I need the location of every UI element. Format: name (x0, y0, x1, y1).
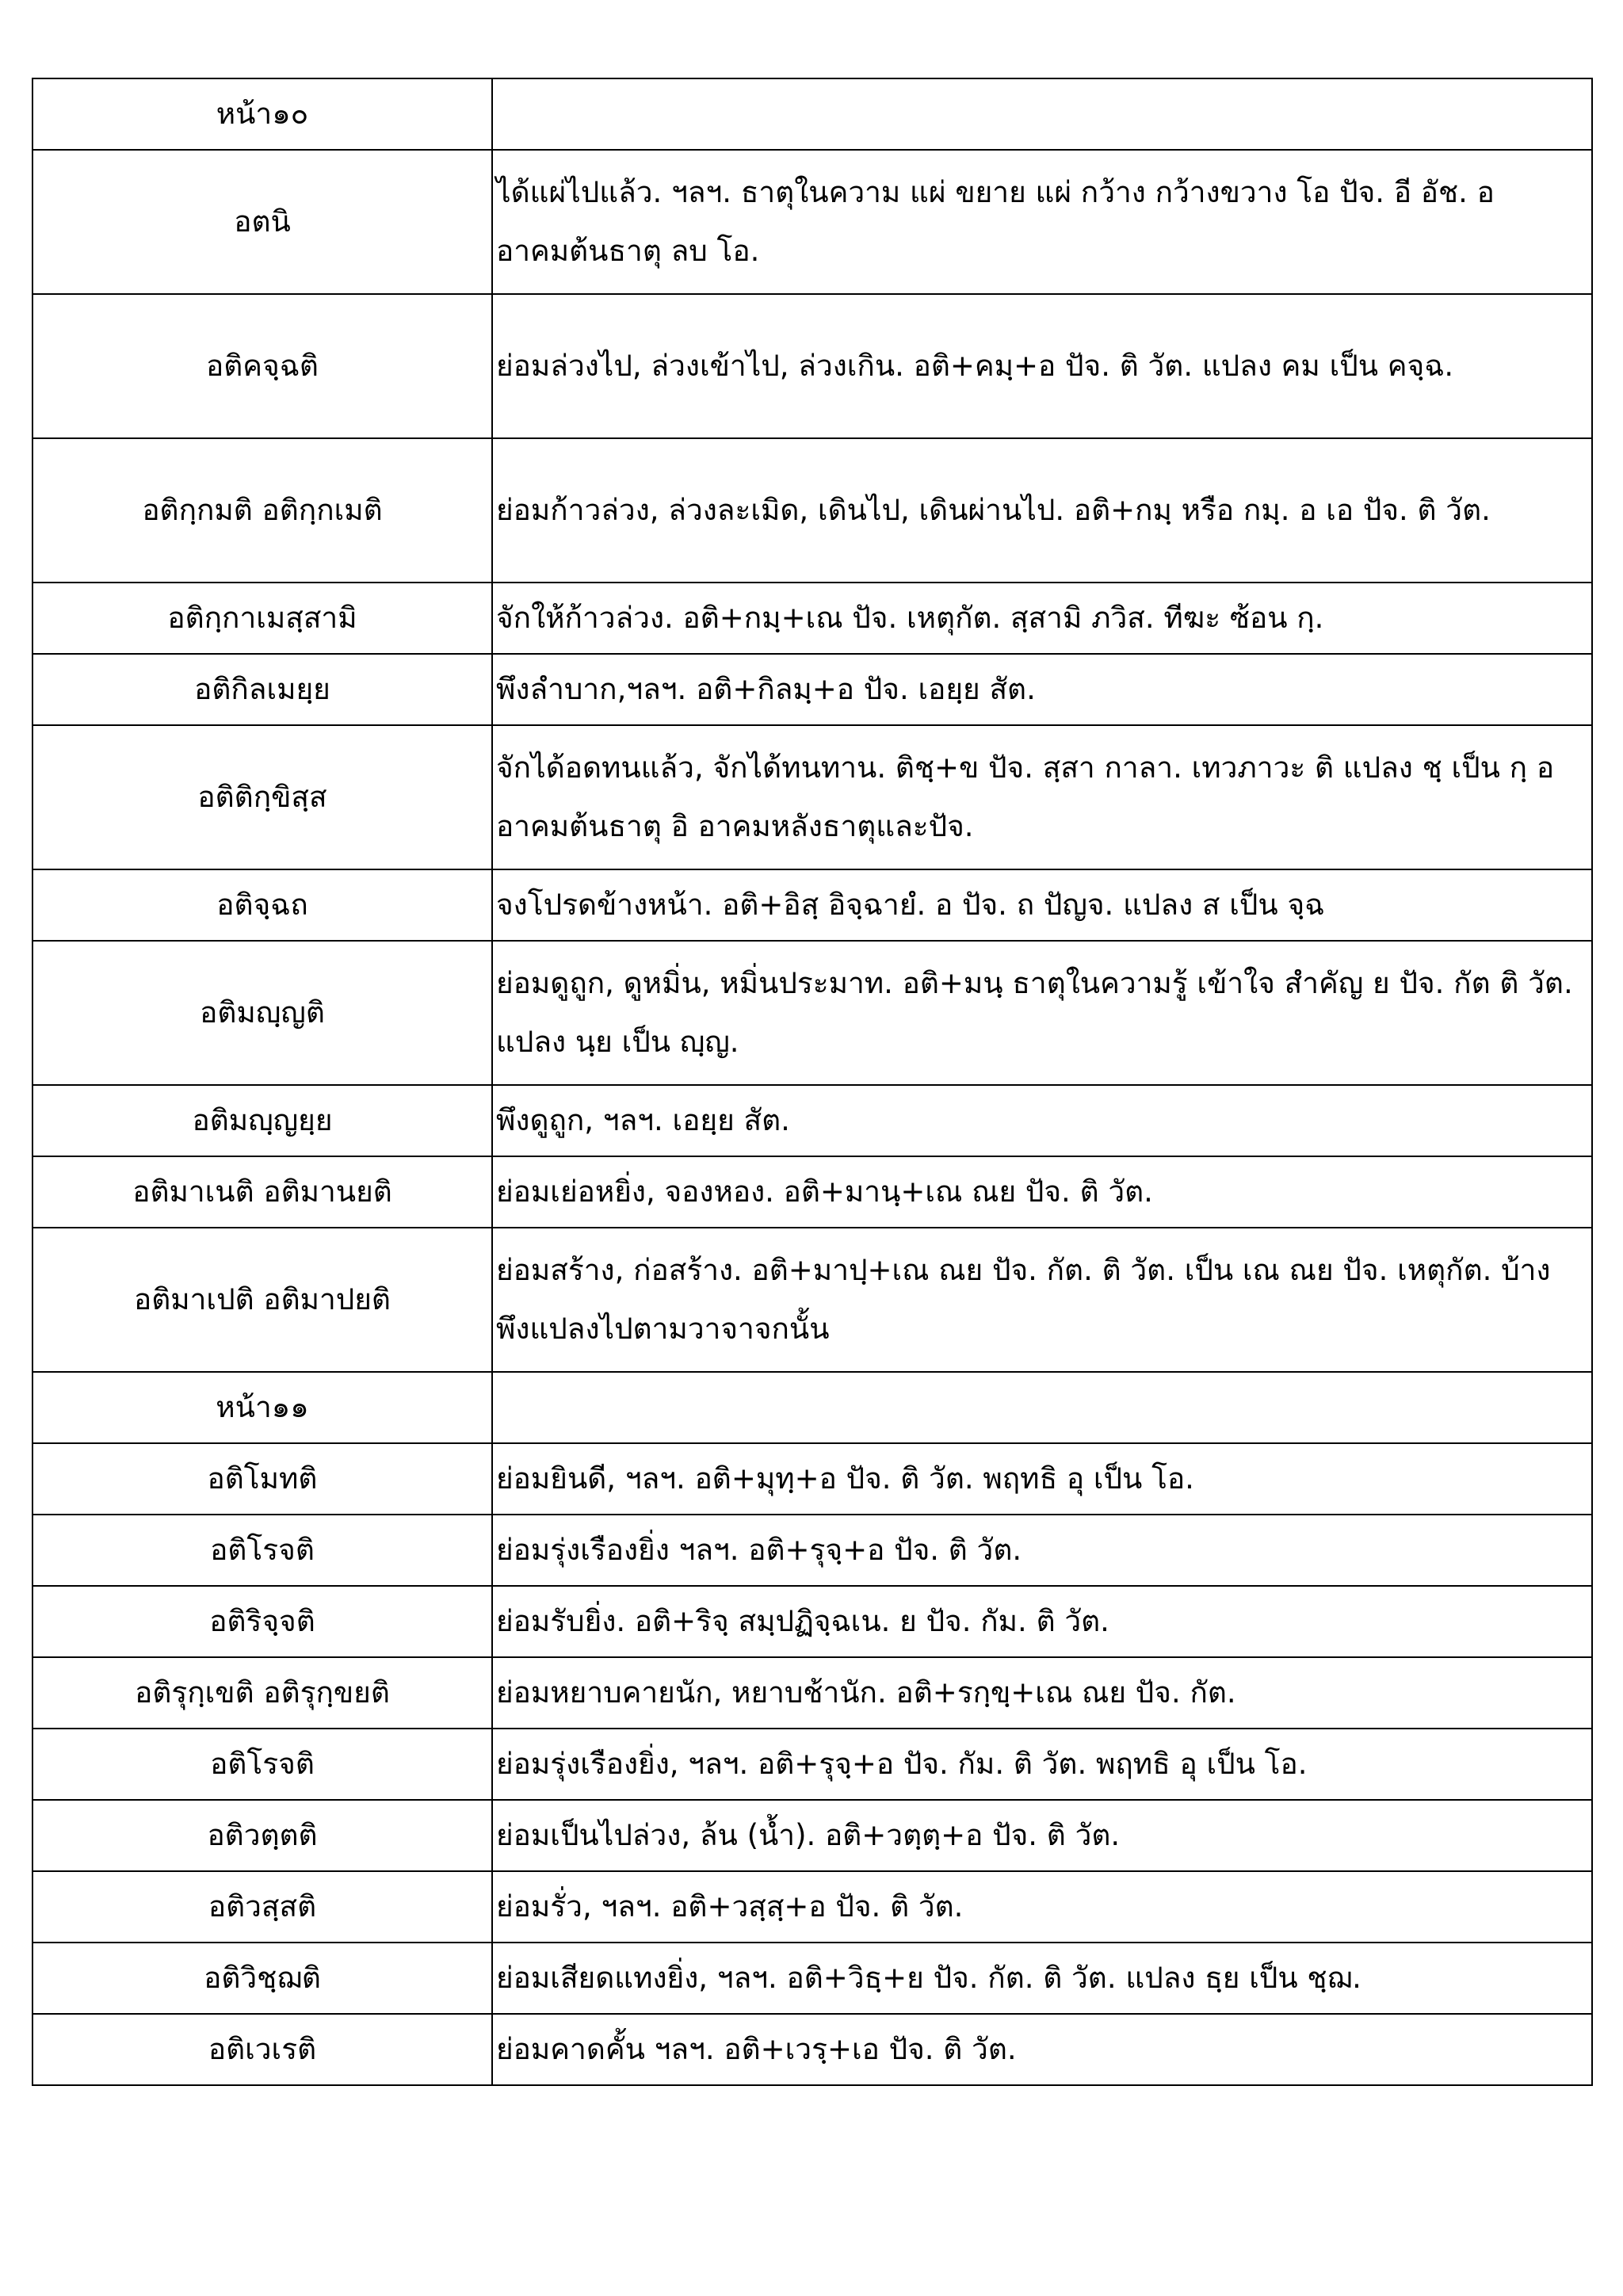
table-row (32, 1943, 1592, 2014)
table-row (32, 294, 1592, 438)
definition-cell: ย่อมรุ่งเรืองยิ่ง ฯลฯ. อติ+รุจฺ+อ ปัจ. ติ วัต. (492, 1515, 1592, 1586)
table-row (32, 438, 1592, 583)
table-row (32, 2014, 1592, 2085)
headword-cell: อติคจฺฉติ (32, 294, 492, 438)
headword-cell: อติโรจติ (32, 1729, 492, 1800)
document-page (32, 78, 1593, 2086)
table-row (32, 1729, 1592, 1800)
definition-cell: ย่อมก้าวล่วง, ล่วงละเมิด, เดินไป, เดินผ่านไป. อติ+กมฺ หรือ กมฺ. อ เอ ปัจ. ติ วัต. (492, 438, 1592, 583)
definition-cell: พึงดูถูก, ฯลฯ. เอยฺย สัต. (492, 1085, 1592, 1156)
headword-cell: อติมาเปติ อติมาปยติ (32, 1228, 492, 1372)
headword-cell: อติติกฺขิสฺส (32, 725, 492, 869)
definition-cell: จักได้อดทนแล้ว, จักได้ทนทาน. ติชฺ+ข ปัจ. สฺสา กาลา. เทวภาวะ ติ แปลง ชฺ เป็น กฺ อ อาคมต้นธาตุ อิ อาคมหลังธาตุและปัจ. (492, 725, 1592, 869)
definition-cell: จักให้ก้าวล่วง. อติ+กมฺ+เณ ปัจ. เหตุกัต. สฺสามิ ภวิส. ทีฆะ ซ้อน กฺ. (492, 583, 1592, 654)
table-row (32, 1515, 1592, 1586)
headword-cell: อติเวเรติ (32, 2014, 492, 2085)
definition-cell: ย่อมรั่ว, ฯลฯ. อติ+วสฺสฺ+อ ปัจ. ติ วัต. (492, 1871, 1592, 1943)
headword-cell: อติกฺกมติ อติกฺกเมติ (32, 438, 492, 583)
definition-cell: ย่อมยินดี, ฯลฯ. อติ+มุทฺ+อ ปัจ. ติ วัต. พฤทธิ อุ เป็น โอ. (492, 1443, 1592, 1515)
definition-cell: ย่อมเย่อหยิ่ง, จองหอง. อติ+มานฺ+เณ ณย ปัจ. ติ วัต. (492, 1156, 1592, 1228)
definition-cell: ได้แผ่ไปแล้ว. ฯลฯ. ธาตุในความ แผ่ ขยาย แผ่ กว้าง กว้างขวาง โอ ปัจ. อี อัช. อ อาคมต้นธาตุ ลบ โอ. (492, 150, 1592, 294)
definition-cell: พึงลำบาก,ฯลฯ. อติ+กิลมฺ+อ ปัจ. เอยฺย สัต. (492, 654, 1592, 725)
dictionary-table (32, 78, 1593, 2086)
table-row (32, 1228, 1592, 1372)
definition-cell: ย่อมสร้าง, ก่อสร้าง. อติ+มาปฺ+เณ ณย ปัจ. กัต. ติ วัต. เป็น เณ ณย ปัจ. เหตุกัต. บ้าง พึงแปลงไปตามวาจาจกนั้น (492, 1228, 1592, 1372)
headword-cell: อติโรจติ (32, 1515, 492, 1586)
table-row (32, 1800, 1592, 1871)
headword-cell: อติวิชฺฌติ (32, 1943, 492, 2014)
table-row (32, 1085, 1592, 1156)
headword-cell: อตนิ (32, 150, 492, 294)
headword-cell: อติมญฺญยฺย (32, 1085, 492, 1156)
definition-cell: ย่อมคาดคั้น ฯลฯ. อติ+เวรฺ+เอ ปัจ. ติ วัต. (492, 2014, 1592, 2085)
headword-cell: อติโมทติ (32, 1443, 492, 1515)
headword-cell: หน้า๑๐ (32, 78, 492, 150)
headword-cell: อติมญฺญติ (32, 941, 492, 1085)
definition-cell: ย่อมรับยิ่ง. อติ+ริจฺ สมฺปฏิจฺฉเน. ย ปัจ. กัม. ติ วัต. (492, 1586, 1592, 1657)
definition-cell: ย่อมรุ่งเรืองยิ่ง, ฯลฯ. อติ+รุจฺ+อ ปัจ. กัม. ติ วัต. พฤทธิ อุ เป็น โอ. (492, 1729, 1592, 1800)
table-row (32, 1657, 1592, 1729)
table-row (32, 1586, 1592, 1657)
headword-cell: หน้า๑๑ (32, 1372, 492, 1443)
table-row (32, 78, 1592, 150)
table-row (32, 1443, 1592, 1515)
definition-cell: ย่อมหยาบคายนัก, หยาบช้านัก. อติ+รกฺขฺ+เณ ณย ปัจ. กัต. (492, 1657, 1592, 1729)
definition-cell: ย่อมเสียดแทงยิ่ง, ฯลฯ. อติ+วิธฺ+ย ปัจ. กัต. ติ วัต. แปลง ธฺย เป็น ชฺฌ. (492, 1943, 1592, 2014)
table-row (32, 1156, 1592, 1228)
headword-cell: อติมาเนติ อติมานยติ (32, 1156, 492, 1228)
headword-cell: อติวตฺตติ (32, 1800, 492, 1871)
definition-cell (492, 1372, 1592, 1443)
headword-cell: อติจฺฉถ (32, 869, 492, 941)
table-row (32, 150, 1592, 294)
headword-cell: อติริจฺจติ (32, 1586, 492, 1657)
definition-cell: ย่อมดูถูก, ดูหมิ่น, หมิ่นประมาท. อติ+มนฺ ธาตุในความรู้ เข้าใจ สำคัญ ย ปัจ. กัต ติ วัต. แปลง นฺย เป็น ญฺญ. (492, 941, 1592, 1085)
definition-cell: จงโปรดข้างหน้า. อติ+อิสฺ อิจฺฉายํ. อ ปัจ. ถ ปัญจ. แปลง ส เป็น จฺฉ (492, 869, 1592, 941)
headword-cell: อติวสฺสติ (32, 1871, 492, 1943)
table-row (32, 941, 1592, 1085)
headword-cell: อติกิลเมยฺย (32, 654, 492, 725)
definition-cell: ย่อมล่วงไป, ล่วงเข้าไป, ล่วงเกิน. อติ+คมฺ+อ ปัจ. ติ วัต. แปลง คม เป็น คจฺฉ. (492, 294, 1592, 438)
headword-cell: อติรุกฺเขติ อติรุกฺขยติ (32, 1657, 492, 1729)
definition-cell: ย่อมเป็นไปล่วง, ล้น (น้ำ). อติ+วตฺตฺ+อ ปัจ. ติ วัต. (492, 1800, 1592, 1871)
table-row (32, 1871, 1592, 1943)
table-row (32, 1372, 1592, 1443)
definition-cell (492, 78, 1592, 150)
headword-cell: อติกฺกาเมสฺสามิ (32, 583, 492, 654)
table-row (32, 869, 1592, 941)
table-row (32, 725, 1592, 869)
table-row (32, 583, 1592, 654)
table-row (32, 654, 1592, 725)
dictionary-table-body (32, 78, 1592, 2085)
